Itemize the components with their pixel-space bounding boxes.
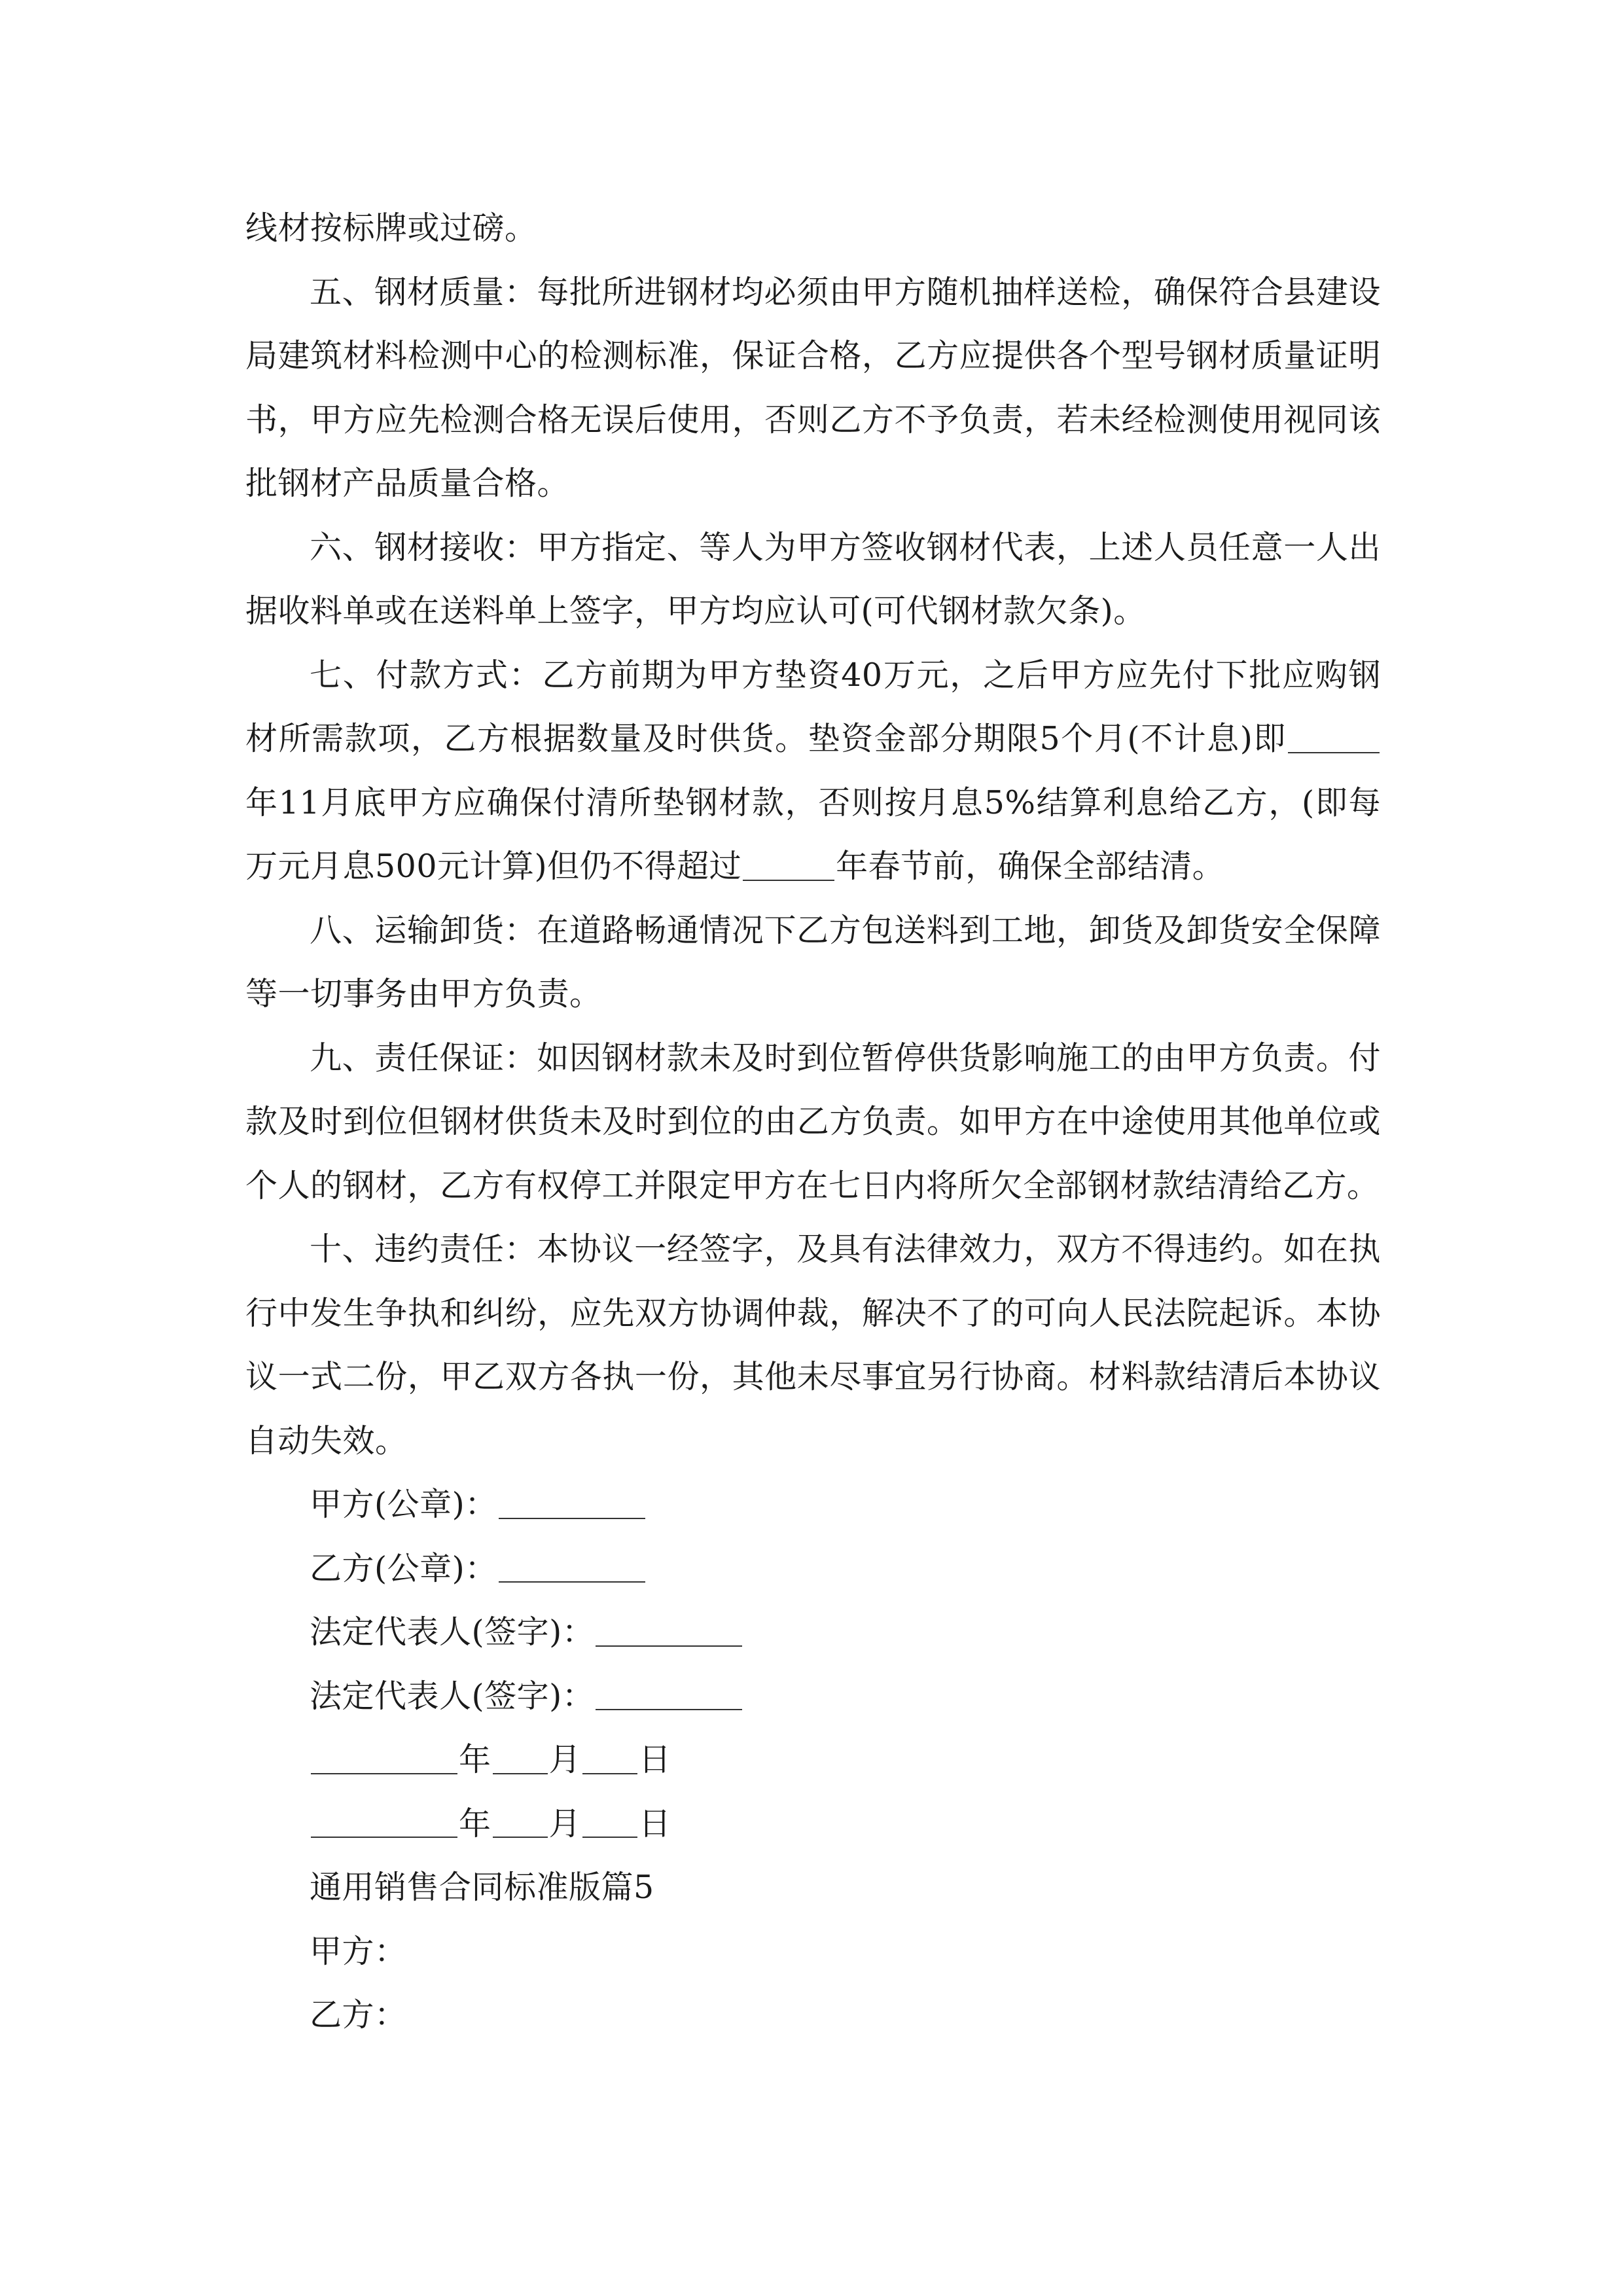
blank-field <box>311 1804 457 1838</box>
payment-text-3: 年春节前，确保全部结清。 <box>836 848 1225 885</box>
blank-field <box>1288 720 1380 753</box>
paragraph-steel-receipt: 六、钢材接收：甲方指定、等人为甲方签收钢材代表，上述人员任意一人出据收料单或在送料单上签字，甲方均应认可(可代钢材款欠条)。 <box>245 528 1381 630</box>
section-title: 通用销售合同标准版篇5 <box>310 1869 654 1906</box>
payment-text-2: 年11月底甲方应确保付清所垫钢材款，否则按月息5%结算利息给乙方，(即每万元月息500元计算)但仍不得超过 <box>245 783 1381 885</box>
paragraph-payment-method <box>245 643 1381 899</box>
payment-text-1: 七、付款方式：乙方前期为甲方垫资40万元，之后甲方应先付下批应购钢材所需款项，乙方根据数量及时供货。垫资金部分期限5个月(不计息)即 <box>245 656 1381 757</box>
signature-rep-a: 法定代表人(签字)： <box>245 1600 1381 1664</box>
blank-field <box>493 1804 548 1838</box>
next-party-b: 乙方： <box>310 1996 407 2034</box>
date-line-a: 年 月 日 <box>245 1728 1381 1792</box>
signature-rep-b: 法定代表人(签字)： <box>245 1664 1381 1729</box>
paragraph-transport: 八、运输卸货：在道路畅通情况下乙方包送料到工地，卸货及卸货安全保障等一切事务由甲方负责。 <box>245 911 1381 1013</box>
blank-field <box>743 848 834 881</box>
paragraph-weighing: 线材按标牌或过磅。 <box>245 209 537 247</box>
document-body <box>245 196 1381 2047</box>
paragraph-liability: 九、责任保证：如因钢材款未及时到位暂停供货影响施工的由甲方负责。付款及时到位但钢材供货未及时到位的由乙方负责。如甲方在中途使用其他单位或个人的钢材，乙方有权停工并限定甲方在七日内将所欠全部钢材款结清给乙方。 <box>245 1039 1381 1204</box>
signature-party-a: 甲方(公章)： <box>245 1473 1381 1537</box>
blank-field <box>499 1486 645 1519</box>
paragraph-steel-quality: 五、钢材质量：每批所进钢材均必须由甲方随机抽样送检，确保符合县建设局建筑材料检测中心的检测标准，保证合格，乙方应提供各个型号钢材质量证明书，甲方应先检测合格无误后使用，否则乙方不予负责，若未经检测使用视同该批钢材产品质量合格。 <box>245 273 1381 502</box>
signature-party-b: 乙方(公章)： <box>245 1537 1381 1601</box>
blank-field <box>582 1804 637 1838</box>
blank-field <box>596 1613 742 1647</box>
paragraph-breach: 十、违约责任：本协议一经签字，及具有法律效力，双方不得违约。如在执行中发生争执和纠纷，应先双方协调仲裁，解决不了的可向人民法院起诉。本协议一式二份，甲乙双方各执一份，其他未尽事宜另行协商。材料款结清后本协议自动失效。 <box>245 1230 1381 1460</box>
blank-field <box>582 1741 637 1774</box>
blank-field <box>493 1741 548 1774</box>
blank-field <box>596 1677 742 1710</box>
next-party-a: 甲方： <box>310 1932 407 1970</box>
date-line-b: 年 月 日 <box>245 1792 1381 1856</box>
blank-field <box>311 1741 457 1774</box>
blank-field <box>499 1549 645 1583</box>
